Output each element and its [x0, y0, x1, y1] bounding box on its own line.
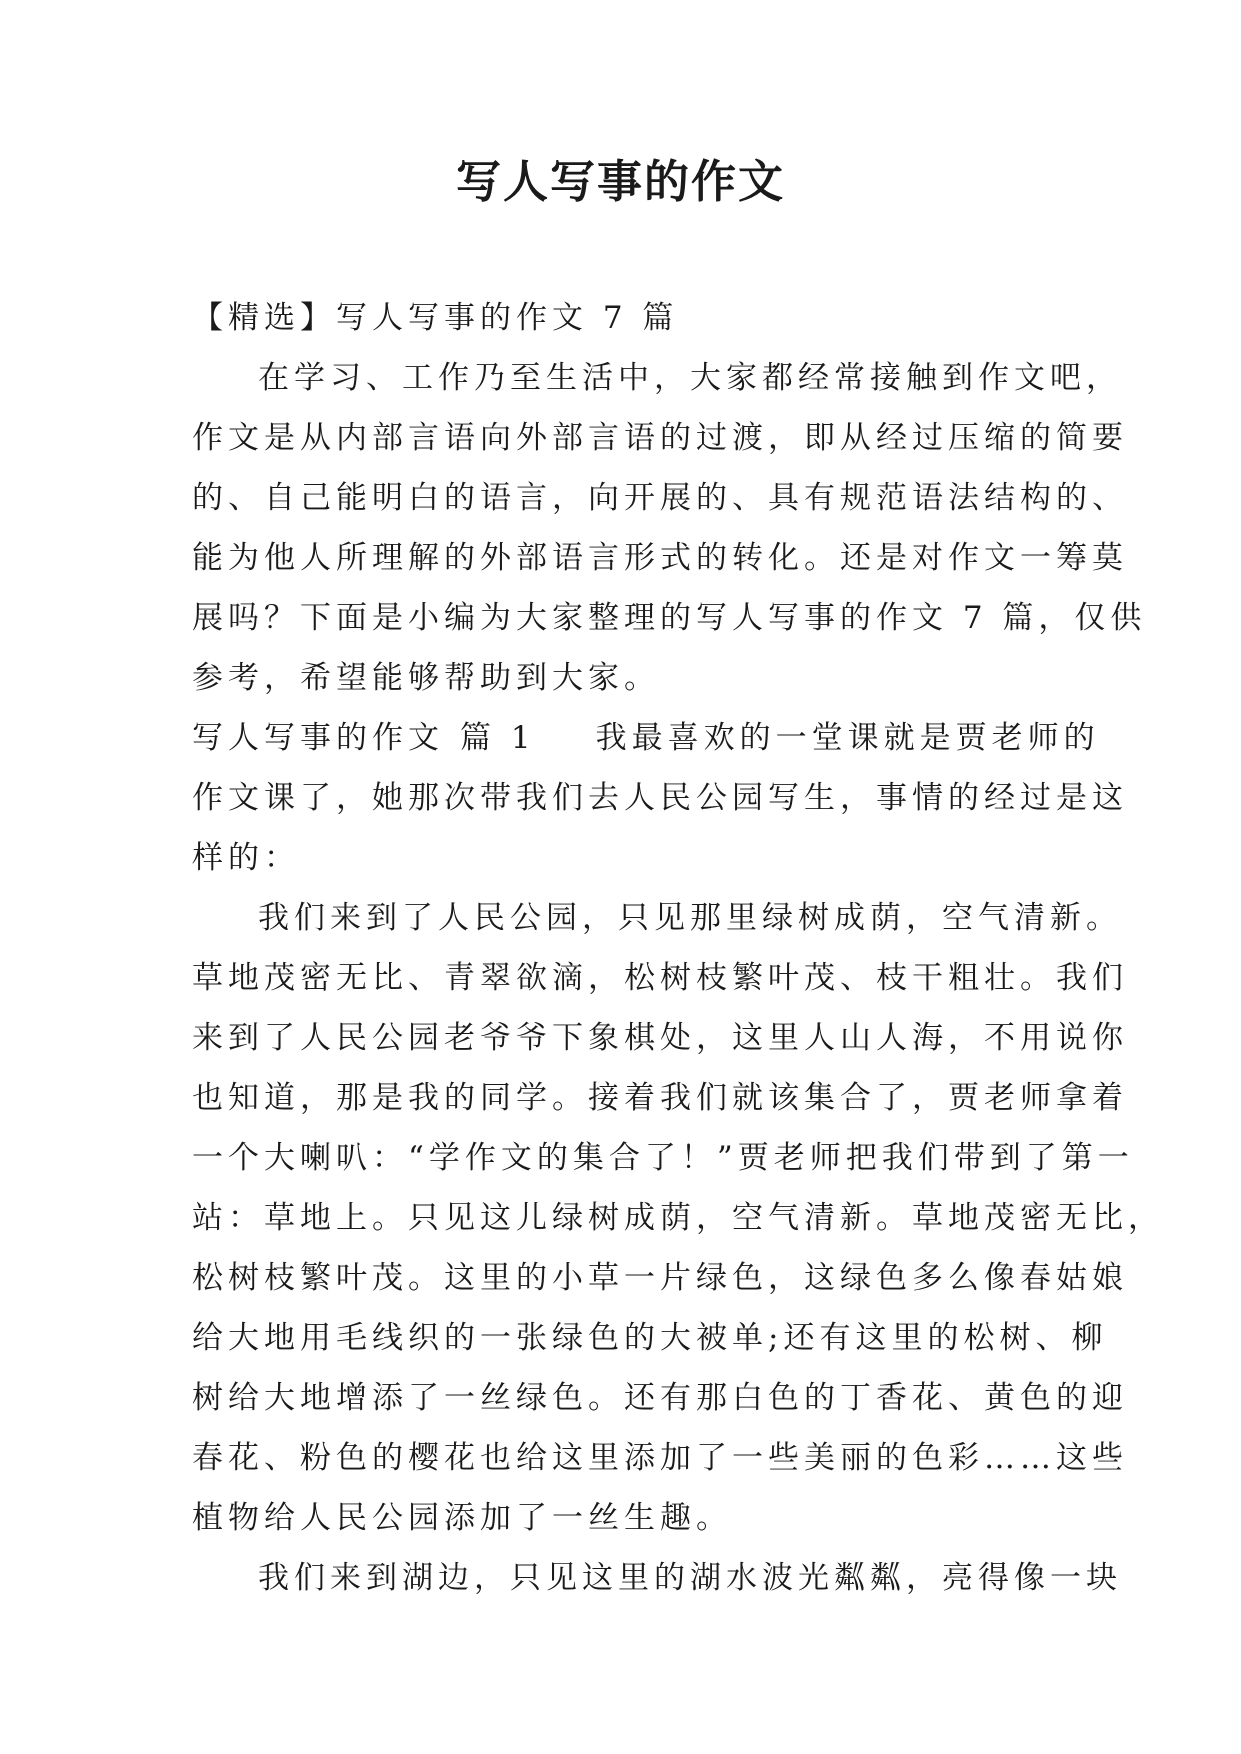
section-heading	[192, 708, 1100, 768]
text-line: 展吗？下面是小编为大家整理的写人写事的作文 7 篇，仅供	[192, 600, 1147, 636]
text-line: 也知道，那是我的同学。接着我们就该集合了，贾老师拿着	[192, 1080, 1128, 1116]
text-line: 【精选】写人写事的作文 7 篇	[192, 300, 679, 336]
text-line: 我们来到了人民公园，只见那里绿树成荫，空气清新。	[258, 900, 1122, 936]
section-heading-number: 篇 1	[460, 720, 536, 756]
text-line: 在学习、工作乃至生活中，大家都经常接触到作文吧，	[258, 360, 1122, 396]
text-line: 作文是从内部言语向外部言语的过渡，即从经过压缩的简要	[192, 420, 1128, 456]
text-line: 草地茂密无比、青翠欲滴，松树枝繁叶茂、枝干粗壮。我们	[192, 960, 1128, 996]
text-line: 松树枝繁叶茂。这里的小草一片绿色，这绿色多么像春姑娘	[192, 1260, 1128, 1296]
text-line: 站：草地上。只见这儿绿树成荫，空气清新。草地茂密无比，	[192, 1200, 1164, 1236]
text-line: 给大地用毛线织的一张绿色的大被单;还有这里的松树、柳	[192, 1320, 1108, 1356]
section-heading-title: 写人写事的作文	[192, 720, 444, 756]
text-line: 的、自己能明白的语言，向开展的、具有规范语法结构的、	[192, 480, 1128, 516]
text-line: 作文课了，她那次带我们去人民公园写生，事情的经过是这	[192, 780, 1128, 816]
text-line: 我们来到湖边，只见这里的湖水波光粼粼，亮得像一块	[258, 1560, 1122, 1596]
document-title: 写人写事的作文	[455, 155, 785, 208]
text-line: 树给大地增添了一丝绿色。还有那白色的丁香花、黄色的迎	[192, 1380, 1128, 1416]
text-line: 样的：	[192, 840, 300, 876]
text-line: 春花、粉色的樱花也给这里添加了一些美丽的色彩……这些	[192, 1440, 1128, 1476]
text-line: 植物给人民公园添加了一丝生趣。	[192, 1500, 732, 1536]
text-line: 来到了人民公园老爷爷下象棋处，这里人山人海，不用说你	[192, 1020, 1128, 1056]
section-first-text: 我最喜欢的一堂课就是贾老师的	[595, 720, 1100, 756]
text-line: 能为他人所理解的外部语言形式的转化。还是对作文一筹莫	[192, 540, 1128, 576]
document-body	[192, 288, 1164, 1608]
text-line: 一个大喇叭：“学作文的集合了！”贾老师把我们带到了第一	[192, 1140, 1134, 1176]
text-line: 参考，希望能够帮助到大家。	[192, 660, 660, 696]
